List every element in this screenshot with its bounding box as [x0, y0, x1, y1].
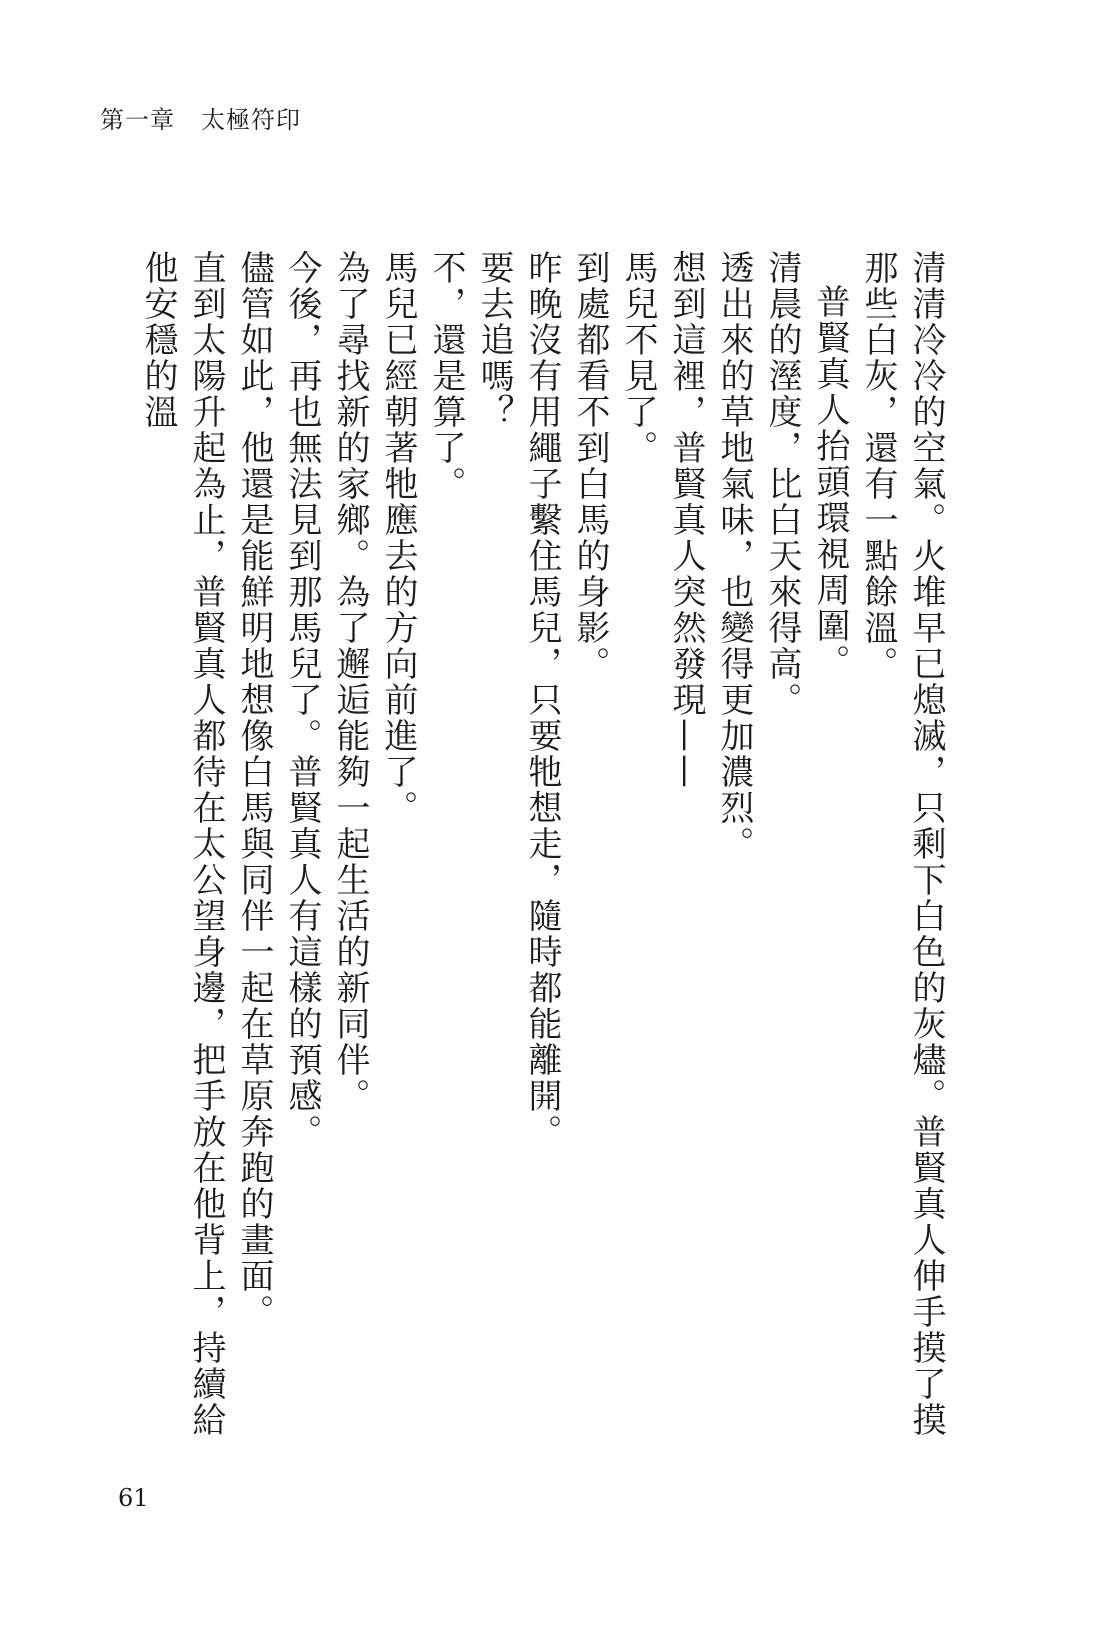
chapter-title: 太極符印	[201, 106, 301, 134]
paragraph: 到處都看不到白馬的身影。	[570, 250, 610, 682]
paragraph: 今後，再也無法見到那馬兒了。普賢真人有這樣的預感。	[282, 250, 322, 1150]
paragraph: 要去追嗎？	[474, 250, 514, 430]
paragraph: 儘管如此，他還是能鮮明地想像白馬與同伴一起在草原奔跑的畫面。	[234, 250, 274, 1330]
body-text	[130, 250, 950, 1460]
paragraph: 不，還是算了。	[426, 250, 466, 502]
running-head	[100, 100, 301, 135]
paragraph: 透出來的草地氣味，也變得更加濃烈。	[714, 250, 754, 862]
paragraph: 清晨的溼度，比白天來得高。	[762, 250, 802, 718]
chapter-label: 第一章	[100, 106, 175, 134]
paragraph: 想到這裡，普賢真人突然發現——	[666, 250, 706, 790]
paragraph: 清清冷冷的空氣。火堆早已熄滅，只剩下白色的灰燼。普賢真人伸手摸了摸那些白灰，還有一點餘溫。	[858, 250, 946, 1438]
paragraph: 馬兒已經朝著牠應去的方向前進了。	[378, 250, 418, 826]
paragraph: 普賢真人抬頭環視周圍。	[810, 284, 850, 680]
paragraph: 馬兒不見了。	[618, 250, 658, 466]
paragraph: 為了尋找新的家鄉。為了邂逅能夠一起生活的新同伴。	[330, 250, 370, 1114]
page-number: 61	[118, 1484, 149, 1512]
paragraph: 直到太陽升起為止，普賢真人都待在太公望身邊，把手放在他背上，持續給他安穩的溫	[138, 250, 226, 1438]
paragraph: 昨晚沒有用繩子繫住馬兒，只要牠想走，隨時都能離開。	[522, 250, 562, 1150]
